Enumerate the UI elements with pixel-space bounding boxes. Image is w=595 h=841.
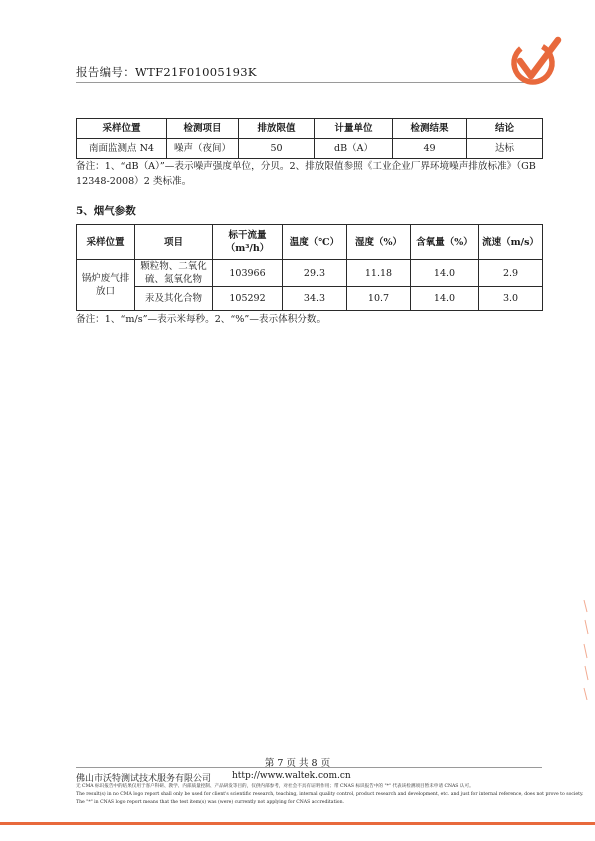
seal-edge-mark-icon [583, 600, 589, 700]
footer-divider [76, 767, 542, 768]
table-cell: 南面监测点 N4 [77, 139, 167, 159]
column-header: 流速（m/s） [479, 225, 543, 260]
company-logo-icon [508, 34, 562, 88]
table-cell: 103966 [213, 260, 283, 287]
table-cell: 颗粒物、二氧化硫、氮氧化物 [135, 260, 213, 287]
table-cell: 49 [393, 139, 467, 159]
table-cell: 29.3 [283, 260, 347, 287]
column-header: 采样位置 [77, 119, 167, 139]
table-header-row [77, 119, 543, 139]
company-website-link[interactable]: http://www.waltek.com.cn [232, 771, 351, 781]
noise-result-table [76, 118, 543, 159]
column-header: 结论 [467, 119, 543, 139]
table-cell: 10.7 [347, 287, 411, 311]
table-row [77, 260, 543, 287]
table-row [77, 287, 543, 311]
column-header: 温度（℃） [283, 225, 347, 260]
table-cell: 34.3 [283, 287, 347, 311]
flue-gas-parameter-table [76, 224, 543, 311]
table-cell: 3.0 [479, 287, 543, 311]
disclaimer-cn: 无 CMA 标识报告中的结果仅用于客户科研、教学、内部质量控制、产品研发等目的，仅供内部参考，对社会不具有证明作用；带 CNAS 标识报告中的 "*" 代表该检测项目暂未申请 CNAS 认可。 [76, 784, 474, 789]
table-header-row [77, 225, 543, 260]
report-number: 报告编号：WTF21F01005193K [76, 65, 257, 79]
flow-unit: （m³/h） [225, 243, 270, 254]
table-cell: dB（A） [315, 139, 393, 159]
table-cell: 2.9 [479, 260, 543, 287]
footer-accent-bar [0, 822, 595, 825]
table-cell: 汞及其化合物 [135, 287, 213, 311]
column-header: 采样位置 [77, 225, 135, 260]
table-cell: 14.0 [411, 260, 479, 287]
column-header: 排放限值 [239, 119, 315, 139]
company-name: 佛山市沃特测试技术服务有限公司 [76, 774, 212, 784]
disclaimer-en-2: The "*" in CNAS logo report means that the test item(s) was (were) currently not applying for CNAS accreditation. [76, 800, 344, 805]
table-cell: 达标 [467, 139, 543, 159]
header-divider [76, 82, 542, 83]
table-cell: 11.18 [347, 260, 411, 287]
sampling-location-cell: 锅炉废气排放口 [77, 260, 135, 311]
column-header: 项目 [135, 225, 213, 260]
section-title: 5、烟气参数 [76, 205, 136, 217]
table-row [77, 139, 543, 159]
column-header-flow [213, 225, 283, 260]
table-cell: 105292 [213, 287, 283, 311]
column-header: 湿度（%） [347, 225, 411, 260]
column-header: 计量单位 [315, 119, 393, 139]
column-header: 检测结果 [393, 119, 467, 139]
table-cell: 14.0 [411, 287, 479, 311]
column-header: 检测项目 [167, 119, 239, 139]
table-cell: 噪声（夜间） [167, 139, 239, 159]
flow-label: 标干流量 [228, 230, 267, 241]
gas-remark: 备注：1、“m/s”—表示米每秒。2、“%”—表示体积分数。 [76, 314, 327, 325]
column-header: 含氧量（%） [411, 225, 479, 260]
table-cell: 50 [239, 139, 315, 159]
page-number: 第 7 页 共 8 页 [264, 758, 331, 769]
disclaimer-en-1: The result(s) in no CMA logo report shall only be used for client's scientific research, teaching, internal quality control, product research and development, etc. and just for internal reference, does not prove to society. [76, 792, 584, 797]
noise-remark: 备注：1、“dB（A）”—表示噪声强度单位，分贝。2、排放限值参照《工业企业厂界环境噪声排放标准》（GB 12348-2008）2 类标准。 [76, 161, 536, 187]
